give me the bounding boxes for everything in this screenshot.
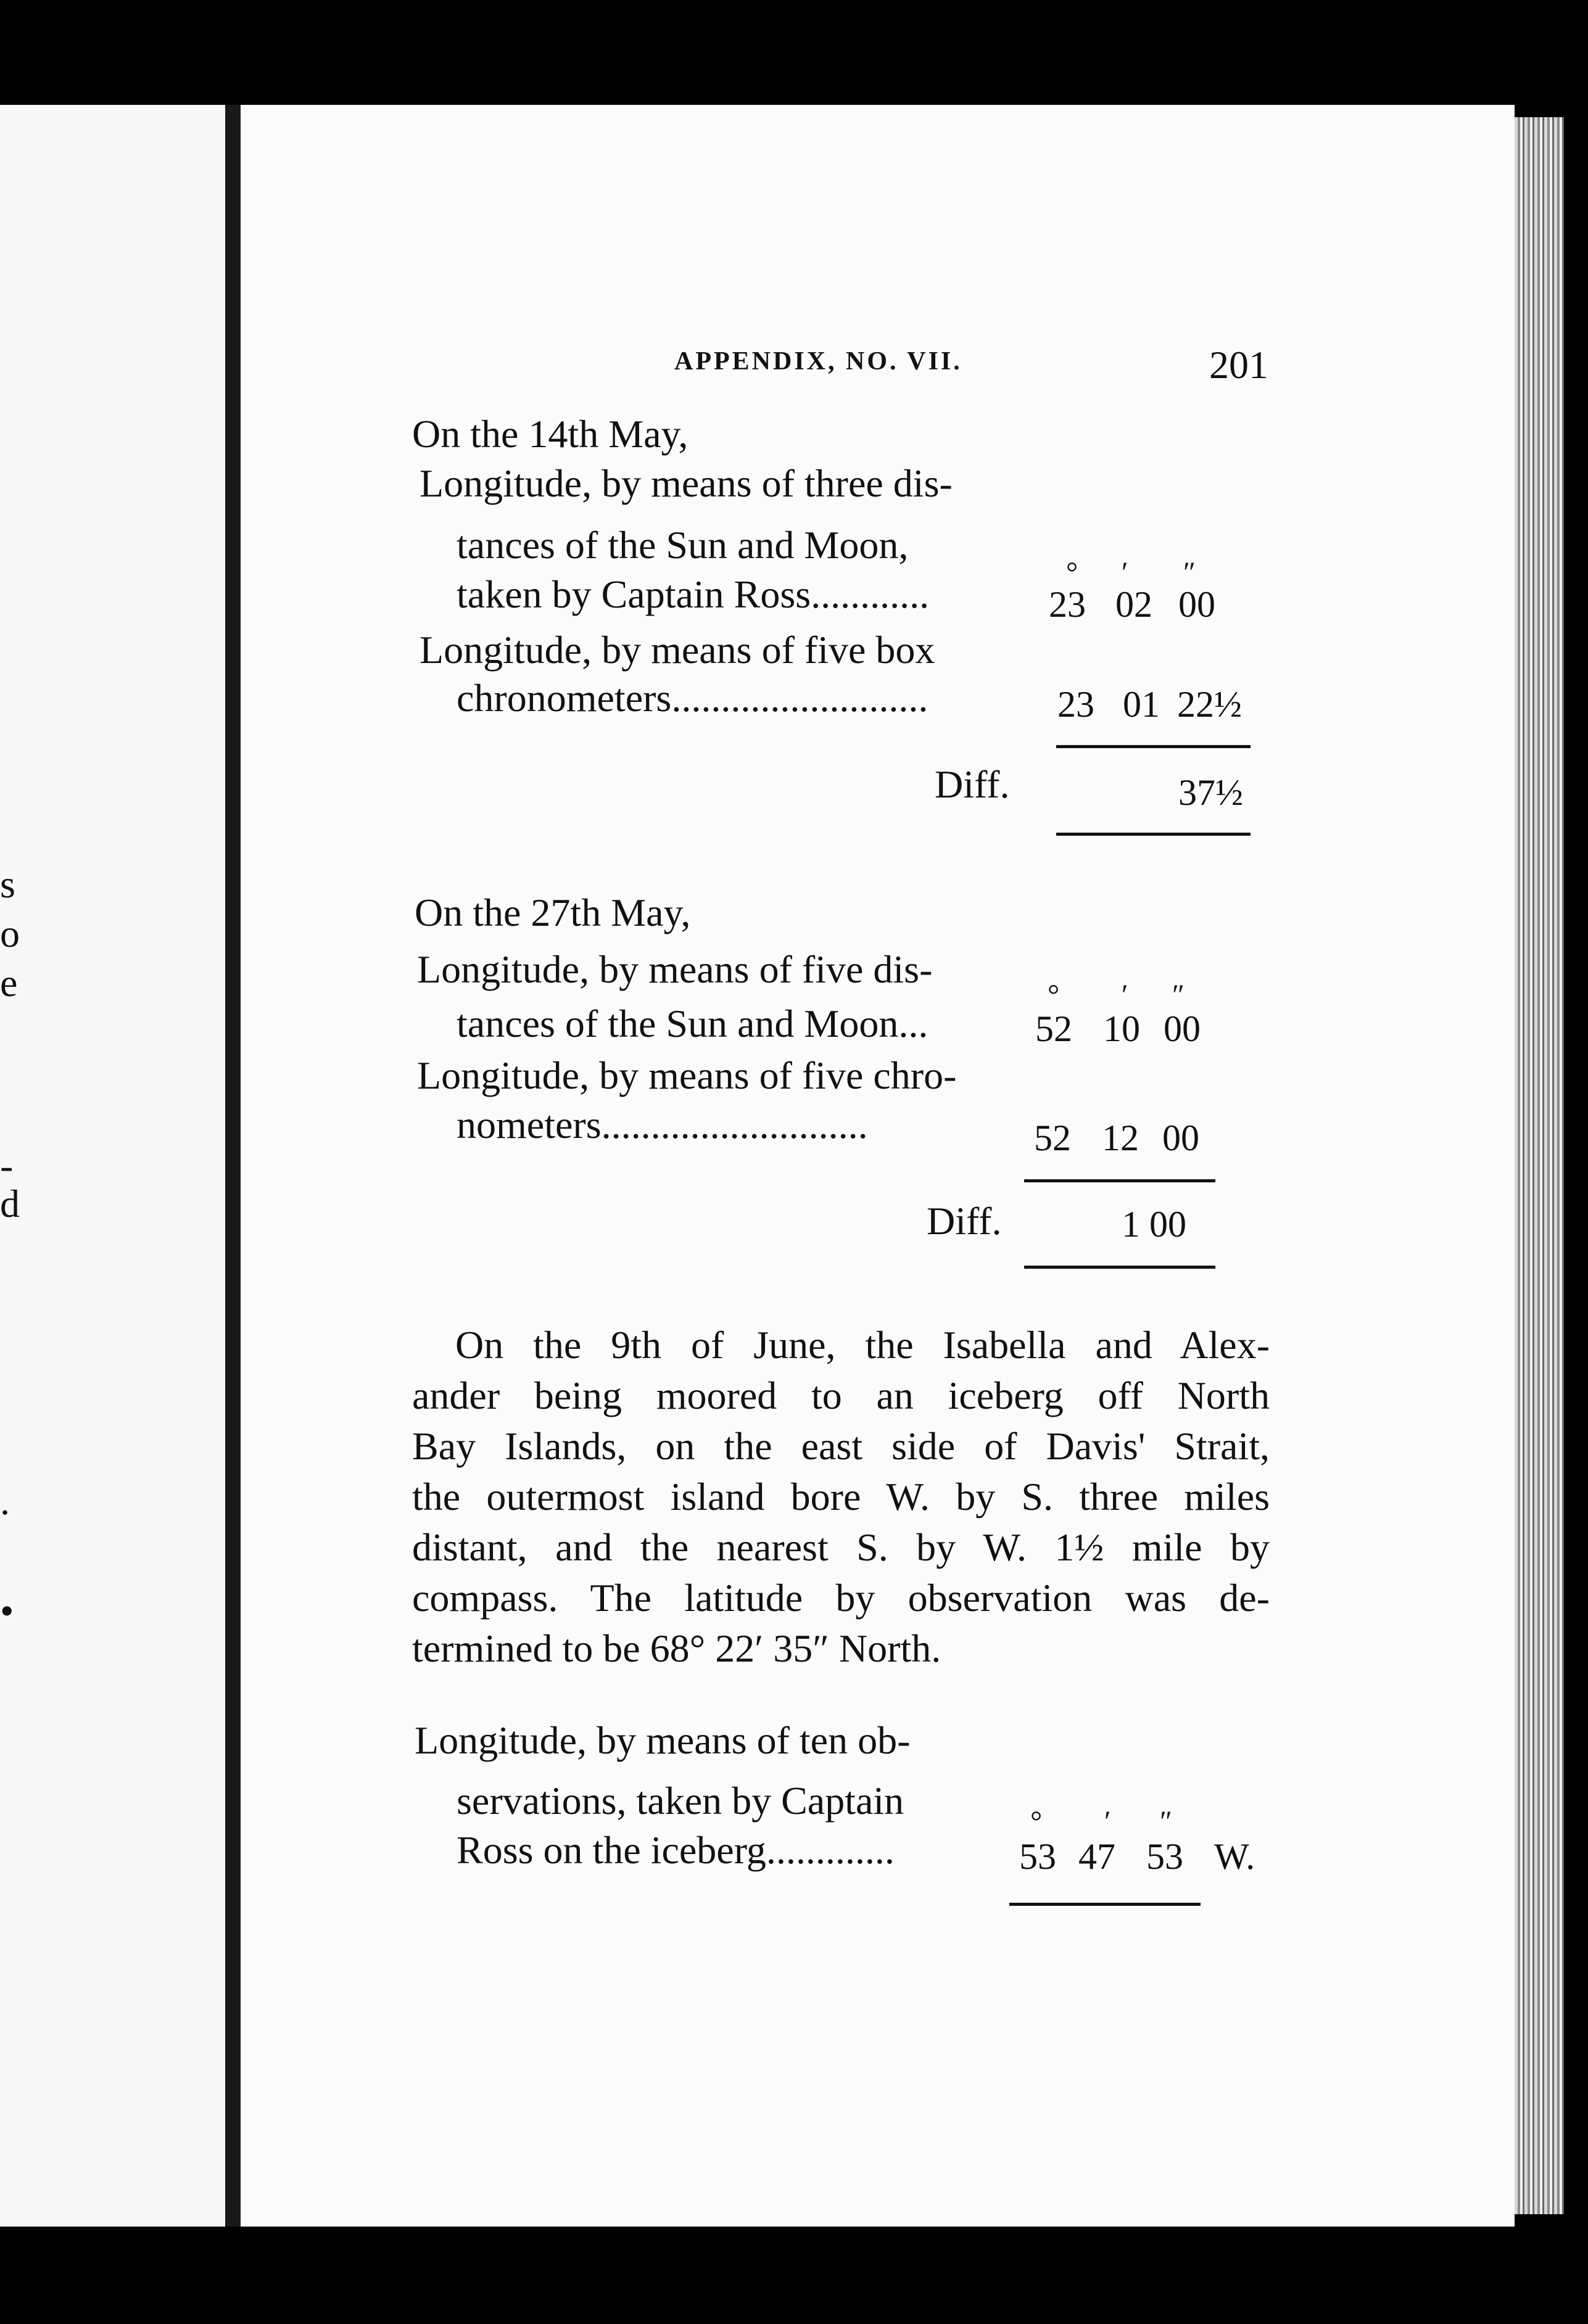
paragraph-line: Bay Islands, on the east side of Davis' Strait, bbox=[412, 1424, 1270, 1468]
degree-unit: ° bbox=[1048, 979, 1060, 1012]
diff-label: Diff. bbox=[935, 762, 1010, 806]
running-header: APPENDIX, NO. VII. bbox=[674, 347, 962, 376]
paragraph-line: ander being moored to an iceberg off North bbox=[412, 1374, 1270, 1417]
page-edges bbox=[1515, 117, 1564, 2214]
left-page-fragment: s bbox=[0, 862, 15, 906]
left-page-fragment: • bbox=[0, 1589, 14, 1633]
book-gutter bbox=[225, 105, 241, 2227]
diff-label: Diff. bbox=[927, 1199, 1002, 1243]
value-degrees: 23 bbox=[1049, 584, 1086, 625]
paragraph bbox=[412, 1320, 1270, 1674]
value-degrees: 52 bbox=[1035, 1008, 1072, 1049]
value-seconds: 00 bbox=[1162, 1118, 1199, 1158]
entry-line: Longitude, by means of ten ob- bbox=[415, 1718, 911, 1762]
diff-value: 1 00 bbox=[1122, 1204, 1186, 1245]
value-degrees: 23 bbox=[1057, 684, 1094, 725]
minute-unit: ′ bbox=[1122, 556, 1128, 589]
paragraph-line: On the 9th of June, the Isabella and Alex- bbox=[455, 1323, 1270, 1367]
page-number: 201 bbox=[1209, 343, 1268, 387]
sum-rule bbox=[1056, 833, 1251, 836]
value-minutes: 10 bbox=[1103, 1008, 1140, 1049]
entry-line: tances of the Sun and Moon... bbox=[457, 1002, 928, 1045]
degree-unit: ° bbox=[1030, 1805, 1043, 1838]
minute-unit: ′ bbox=[1104, 1805, 1111, 1838]
value-minutes: 02 bbox=[1115, 584, 1152, 625]
entry-date: On the 14th May, bbox=[412, 412, 689, 456]
left-page-fragment: o bbox=[0, 912, 20, 955]
paragraph-line: termined to be 68° 22′ 35″ North. bbox=[412, 1626, 941, 1670]
value-direction: W. bbox=[1214, 1836, 1255, 1877]
left-page-fragment: d bbox=[0, 1182, 20, 1226]
degree-unit: ° bbox=[1066, 556, 1078, 589]
entry-line: Longitude, by means of five chro- bbox=[417, 1053, 957, 1097]
entry-line: Longitude, by means of five box bbox=[420, 628, 935, 672]
minute-unit: ′ bbox=[1122, 979, 1128, 1012]
left-page-fragment: . bbox=[0, 1479, 10, 1523]
left-page-strip bbox=[0, 105, 225, 2227]
value-minutes: 47 bbox=[1078, 1836, 1115, 1877]
second-unit: ″ bbox=[1183, 556, 1196, 589]
entry-line: Ross on the iceberg............. bbox=[457, 1828, 895, 1872]
sum-rule bbox=[1024, 1179, 1215, 1182]
value-degrees: 53 bbox=[1019, 1836, 1056, 1877]
value-minutes: 12 bbox=[1102, 1118, 1139, 1158]
second-unit: ″ bbox=[1160, 1805, 1172, 1838]
paragraph-line: distant, and the nearest S. by W. 1½ mile by bbox=[412, 1525, 1270, 1569]
paragraph-line: compass. The latitude by observation was de- bbox=[412, 1576, 1270, 1620]
value-seconds: 00 bbox=[1178, 584, 1215, 625]
paragraph-line: the outermost island bore W. by S. three miles bbox=[412, 1475, 1270, 1518]
left-page-fragment: - bbox=[0, 1143, 14, 1187]
diff-value: 37½ bbox=[1178, 772, 1243, 813]
sum-rule bbox=[1056, 745, 1251, 748]
entry-line: Longitude, by means of five dis- bbox=[417, 947, 933, 991]
value-minutes: 01 bbox=[1123, 684, 1160, 725]
entry-line: Longitude, by means of three dis- bbox=[420, 461, 953, 505]
left-page-fragment: e bbox=[0, 961, 18, 1005]
sum-rule bbox=[1009, 1903, 1201, 1906]
entry-line: servations, taken by Captain bbox=[457, 1779, 904, 1823]
value-degrees: 52 bbox=[1034, 1118, 1071, 1158]
value-seconds: 22½ bbox=[1177, 684, 1242, 725]
entry-line: tances of the Sun and Moon, bbox=[457, 523, 909, 567]
second-unit: ″ bbox=[1172, 979, 1185, 1012]
sum-rule bbox=[1024, 1266, 1215, 1269]
value-seconds: 53 bbox=[1146, 1836, 1183, 1877]
entry-line: nometers........................... bbox=[457, 1103, 868, 1147]
entry-line: chronometers.......................... bbox=[457, 676, 928, 720]
entry-line: taken by Captain Ross............ bbox=[457, 572, 930, 616]
entry-date: On the 27th May, bbox=[415, 891, 691, 934]
value-seconds: 00 bbox=[1164, 1008, 1201, 1049]
